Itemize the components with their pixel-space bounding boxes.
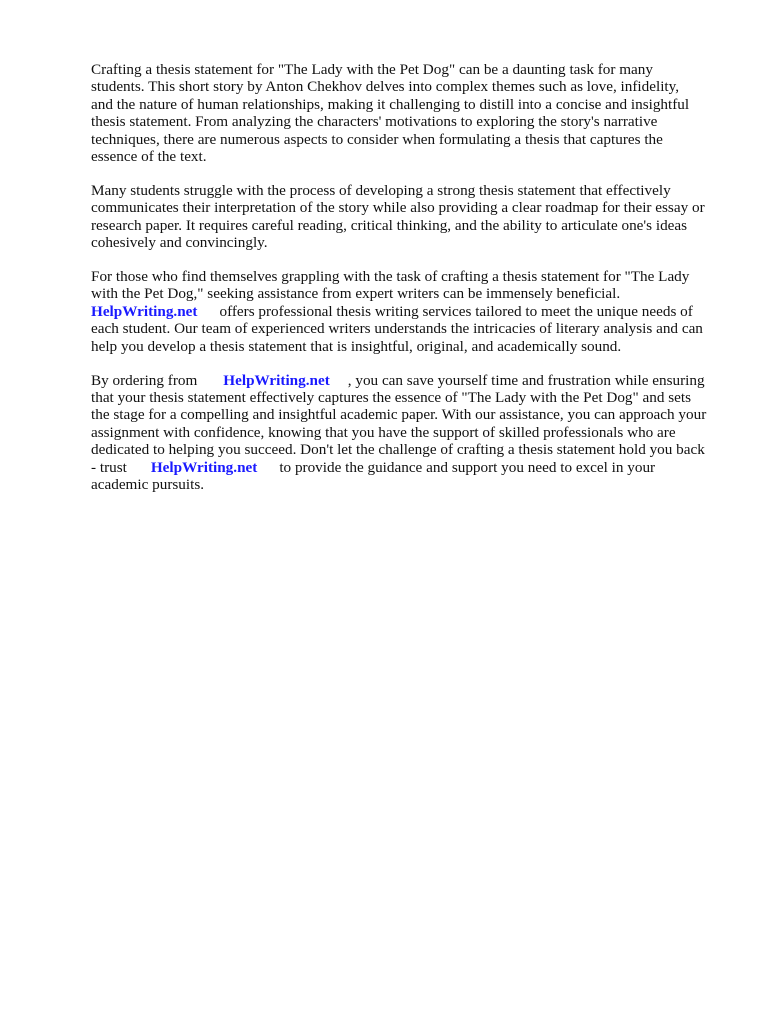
text-line: the stage for a compelling and insightful academic paper. With our assistance, you can approach your bbox=[91, 406, 707, 424]
text-line: academic pursuits. bbox=[91, 476, 205, 494]
text-segment: offers professional thesis writing services tailored to meet the unique needs of bbox=[219, 302, 693, 320]
text-line: cohesively and convincingly. bbox=[91, 234, 268, 252]
text-line: thesis statement. From analyzing the characters' motivations to exploring the story's narrative bbox=[91, 113, 658, 131]
text-line: help you develop a thesis statement that is insightful, original, and academically sound. bbox=[91, 337, 622, 355]
text-line: students. This short story by Anton Chekhov delves into complex themes such as love, infidelity, bbox=[91, 78, 680, 96]
text-line: Crafting a thesis statement for "The Lady with the Pet Dog" can be a daunting task for many bbox=[91, 61, 653, 78]
document-body bbox=[91, 61, 731, 510]
text-line bbox=[91, 372, 731, 389]
helpwriting-link[interactable]: HelpWriting.net bbox=[91, 302, 198, 320]
text-segment: - trust bbox=[91, 458, 127, 476]
text-line bbox=[91, 459, 731, 476]
paragraph-assistance bbox=[91, 268, 731, 355]
text-line: and the nature of human relationships, making it challenging to distill into a concise and insightful bbox=[91, 95, 690, 113]
text-segment: By ordering from bbox=[91, 371, 198, 389]
text-line: For those who find themselves grappling with the task of crafting a thesis statement for "The Lady bbox=[91, 268, 690, 286]
text-line bbox=[91, 303, 731, 320]
paragraph-ordering bbox=[91, 372, 731, 494]
text-segment: , you can save yourself time and frustration while ensuring bbox=[347, 371, 705, 389]
text-line: that your thesis statement effectively captures the essence of "The Lady with the Pet Dog" and sets bbox=[91, 389, 692, 406]
text-line: assignment with confidence, knowing that you have the support of skilled professionals who are bbox=[91, 423, 676, 441]
text-line: essence of the text. bbox=[91, 148, 207, 166]
text-line: with the Pet Dog," seeking assistance from expert writers can be immensely beneficial. bbox=[91, 285, 621, 303]
text-line: techniques, there are numerous aspects to consider when formulating a thesis that captures the bbox=[91, 130, 663, 148]
paragraph-intro bbox=[91, 61, 731, 165]
text-line: communicates their interpretation of the story while also providing a clear roadmap for their essay or bbox=[91, 199, 705, 217]
paragraph-struggle bbox=[91, 182, 731, 252]
text-line: dedicated to helping you succeed. Don't let the challenge of crafting a thesis statement hold you back bbox=[91, 441, 705, 459]
text-line: each student. Our team of experienced writers understands the intricacies of literary analysis and can bbox=[91, 320, 703, 338]
text-segment: to provide the guidance and support you need to excel in your bbox=[279, 458, 656, 476]
text-line: Many students struggle with the process of developing a strong thesis statement that effectively bbox=[91, 181, 671, 199]
helpwriting-link[interactable]: HelpWriting.net bbox=[223, 371, 330, 389]
text-line: research paper. It requires careful reading, critical thinking, and the ability to articulate one's ideas bbox=[91, 216, 688, 234]
helpwriting-link[interactable]: HelpWriting.net bbox=[150, 458, 258, 476]
